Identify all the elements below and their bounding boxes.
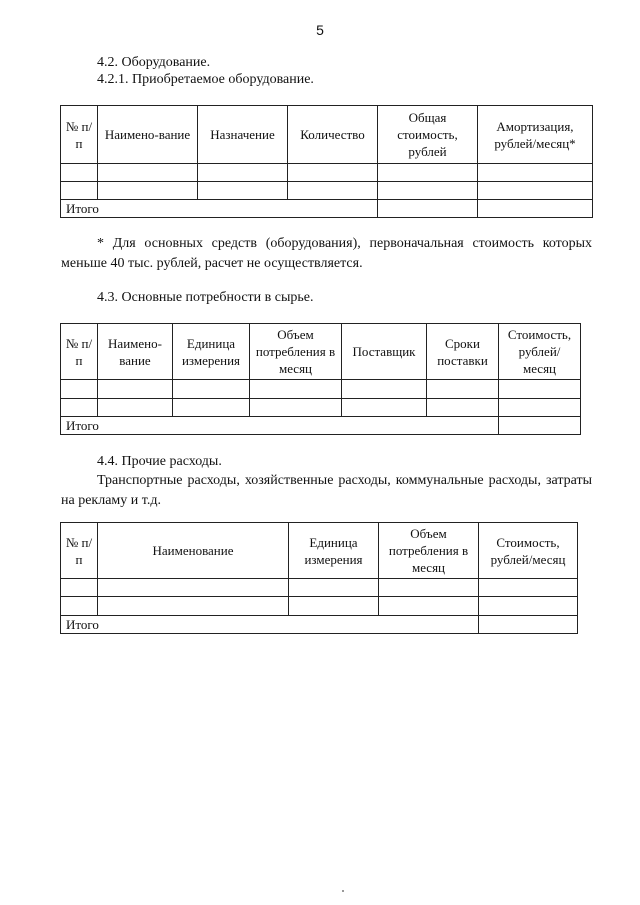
table-row <box>61 399 581 417</box>
col-name: Наимено-вание <box>98 324 173 380</box>
table-row <box>61 380 581 399</box>
table-row <box>61 164 593 182</box>
col-name: Наименование <box>98 523 289 579</box>
total-label: Итого <box>61 200 378 218</box>
col-number: № п/п <box>61 106 98 164</box>
col-name: Наимено-вание <box>98 106 198 164</box>
equipment-table <box>60 105 593 218</box>
section-4-2-1-heading: 4.2.1. Приобретаемое оборудование. <box>97 72 314 87</box>
col-depreciation: Амортизация, рублей/месяц* <box>478 106 593 164</box>
col-total-cost: Общая стоимость, рублей <box>378 106 478 164</box>
footnote: * Для основных средств (оборудования), первоначальная стоимость которых меньше 40 тыс. рублей, расчет не осуществляется. <box>61 236 592 271</box>
total-label: Итого <box>61 616 479 634</box>
col-monthly-volume: Объем потребления в месяц <box>250 324 342 380</box>
other-expenses-text: Транспортные расходы, хозяйственные расходы, коммунальные расходы, затраты на рекламу и т.д. <box>61 473 592 508</box>
col-number: № п/п <box>61 324 98 380</box>
scan-speck <box>342 890 344 892</box>
section-4-3-heading: 4.3. Основные потребности в сырье. <box>97 290 314 305</box>
col-supplier: Поставщик <box>342 324 427 380</box>
col-number: № п/п <box>61 523 98 579</box>
col-unit: Единица измерения <box>173 324 250 380</box>
table-row <box>61 579 578 597</box>
table-row <box>61 597 578 616</box>
raw-materials-table <box>60 323 581 435</box>
other-expenses-table <box>60 522 578 634</box>
col-delivery-time: Сроки поставки <box>427 324 499 380</box>
table-row <box>61 182 593 200</box>
total-row <box>61 200 593 218</box>
page-number: 5 <box>316 22 324 38</box>
table-header-row <box>61 523 578 579</box>
col-quantity: Количество <box>288 106 378 164</box>
col-cost: Стоимость, рублей/ месяц <box>499 324 581 380</box>
total-label: Итого <box>61 417 499 435</box>
total-row <box>61 616 578 634</box>
col-purpose: Назначение <box>198 106 288 164</box>
table-header-row <box>61 324 581 380</box>
total-row <box>61 417 581 435</box>
section-4-2-heading: 4.2. Оборудование. <box>97 55 211 70</box>
col-monthly-volume: Объем потребления в месяц <box>379 523 479 579</box>
col-cost: Стоимость, рублей/месяц <box>479 523 578 579</box>
section-4-4-heading: 4.4. Прочие расходы. <box>97 454 222 469</box>
col-unit: Единица измерения <box>289 523 379 579</box>
table-header-row <box>61 106 593 164</box>
